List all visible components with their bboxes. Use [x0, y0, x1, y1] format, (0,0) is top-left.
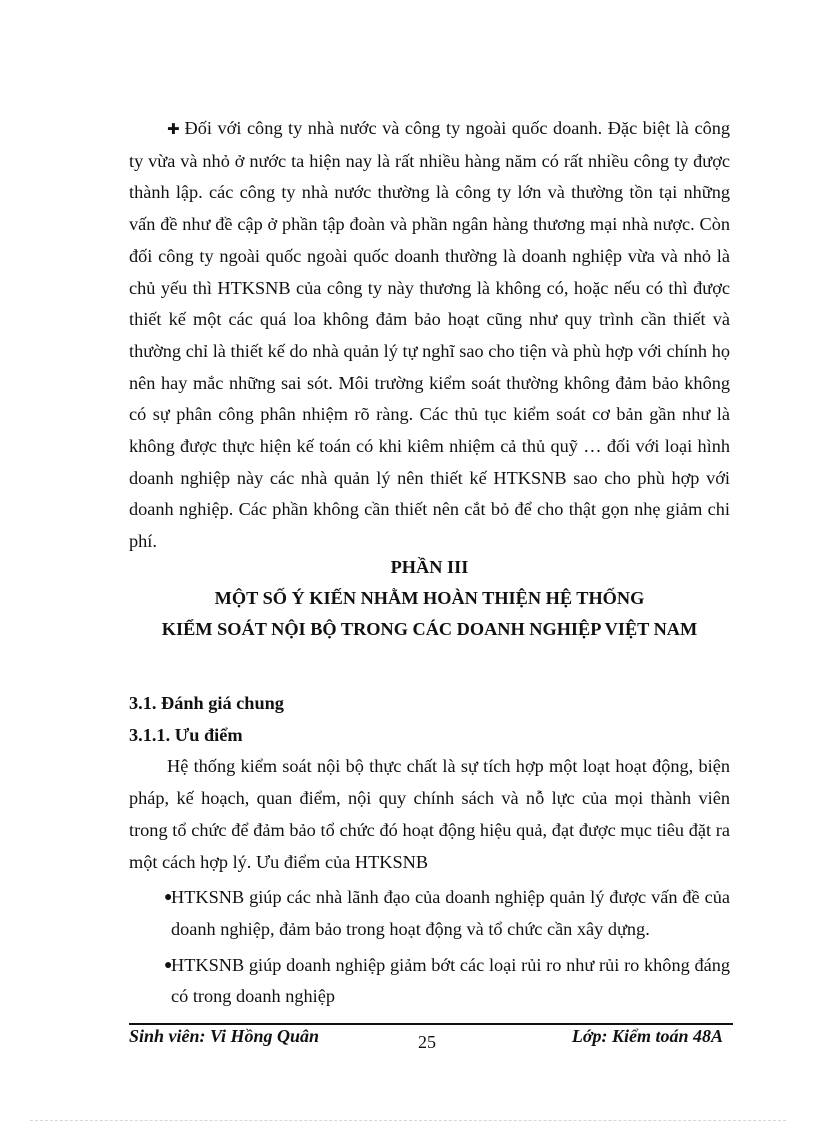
plus-bullet-icon: ✚: [167, 120, 181, 138]
part-title-line-2: KIỂM SOÁT NỘI BỘ TRONG CÁC DOANH NGHIỆP VIỆT NAM: [161, 619, 698, 639]
page-number: 25: [418, 1032, 436, 1052]
page-edge-divider: [30, 1120, 786, 1121]
bullet-text-1: HTKSNB giúp các nhà lãnh đạo của doanh nghiệp quản lý được vấn đề của doanh nghiệp, đảm bảo trong hoạt động và tổ chức cần xây dựng.: [171, 887, 730, 939]
part-label: PHẦN III: [390, 557, 469, 577]
intro-block: [129, 113, 730, 558]
section-heading: 3.1. Đánh giá chung: [129, 693, 284, 713]
section-block: [129, 688, 730, 1013]
footer-class: Lớp: Kiểm toán 48A: [571, 1026, 723, 1046]
subsection-heading: 3.1.1. Ưu điểm: [129, 724, 243, 745]
bullet-item: [129, 950, 730, 1013]
bullet-text-2: HTKSNB giúp doanh nghiệp giảm bớt các loại rủi ro như rủi ro không đáng có trong doanh nghiệp: [171, 954, 730, 1007]
footer-divider: [129, 1023, 733, 1025]
page-footer: [129, 1026, 730, 1052]
part-title-line-1: MỘT SỐ Ý KIẾN NHẰM HOÀN THIỆN HỆ THỐNG: [214, 588, 645, 608]
footer-student: Sinh viên: Vi Hồng Quân: [129, 1026, 320, 1046]
paragraph-intro-text: Đối với công ty nhà nước và công ty ngoài quốc doanh. Đặc biệt là công ty vừa và nhỏ ở nước ta hiện nay là rất nhiều hàng năm có rất nhiều công ty được thành lập. các công ty nhà nước thường là công ty lớn và thường tồn tại những vấn đề như đề cập ở phần tập đoàn và phần ngân hàng thương mại nhà nược. Còn đối công ty ngoài quốc ngoài quốc doanh thường là doanh nghiệp vừa và nhỏ là chủ yếu thì HTKSNB của công ty này thương là không có, hoặc nếu có thì được thiết kế một các quá loa không đảm bảo hoạt cũng như quy trình cần thiết và thường chỉ là thiết kế do nhà quản lý tự nghĩ sao cho tiện và phù hợp với chính họ nên hay mắc những sai sót. Môi trường kiểm soát thường không đảm bảo không có sự phân công phân nhiệm rõ ràng. Các thủ tục kiểm soát cơ bản gần như là không được thực hiện kế toán có khi kiêm nhiệm cả thủ quỹ … đối với loại hình doanh nghiệp này các nhà quản lý nên thiết kế HTKSNB sao cho phù hợp với doanh nghiệp. Các phần không cần thiết nên cắt bỏ để cho thật gọn nhẹ giảm chi phí.: [129, 118, 730, 552]
part-heading: [129, 552, 730, 645]
bullet-dot-icon: ●: [164, 957, 173, 973]
bullet-item: [129, 882, 730, 945]
paragraph-intro: [129, 113, 730, 558]
section-paragraph: Hệ thống kiểm soát nội bộ thực chất là sự tích hợp một loạt hoạt động, biện pháp, kế hoạch, quan điểm, nội quy chính sách và nỗ lực của mọi thành viên trong tổ chức để đảm bảo tổ chức đó hoạt động hiệu quả, đạt được mục tiêu đặt ra một cách hợp lý. Ưu điểm của HTKSNB: [129, 756, 730, 872]
bullet-dot-icon: ●: [164, 890, 173, 906]
